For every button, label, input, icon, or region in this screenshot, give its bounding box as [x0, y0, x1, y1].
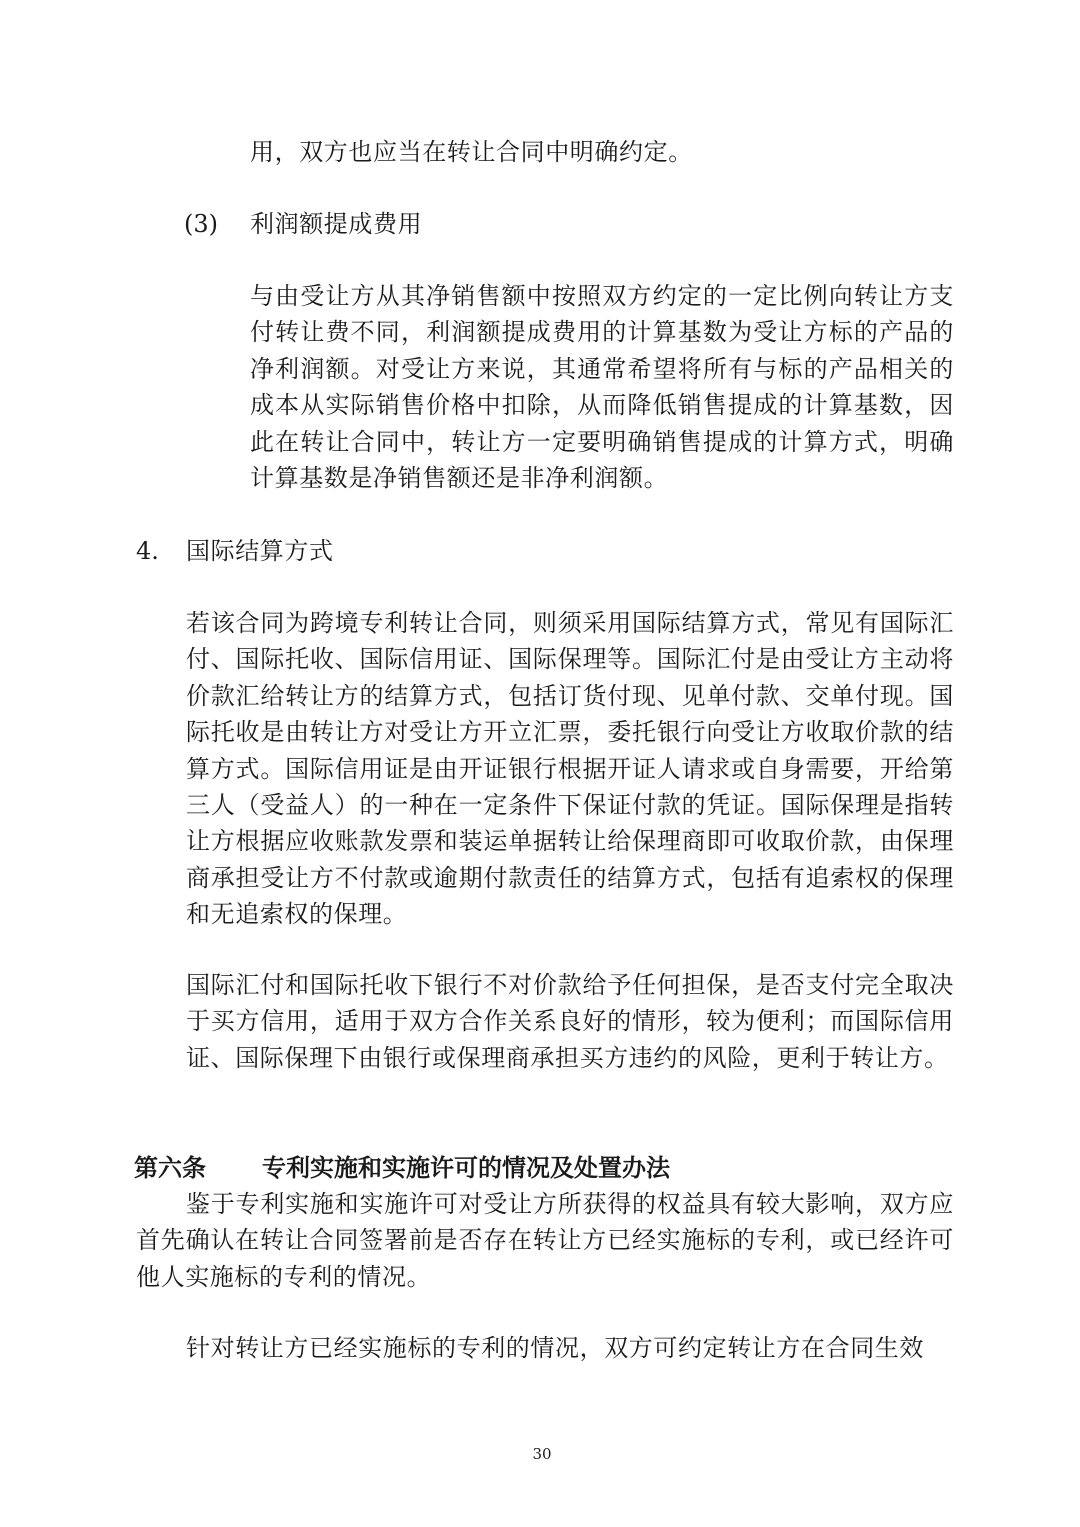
settlement-comparison-paragraph: 国际汇付和国际托收下银行不对价款给予任何担保，是否支付完全取决于买方信用，适用于双方合作关系良好的情形，较为便利；而国际信用证、国际保理下由银行或保理商承担买方违约的风险，更利于转让方。	[186, 971, 954, 1072]
sub-item-title: 利润额提成费用	[250, 210, 423, 238]
section-title: 国际结算方式	[186, 537, 334, 565]
settlement-methods-paragraph: 若该合同为跨境专利转让合同，则须采用国际结算方式，常见有国际汇付、国际托收、国际信用证、国际保理等。国际汇付是由受让方主动将价款汇给转让方的结算方式，包括订货付现、见单付款、交单付现。国际托收是由转让方对受让方开立汇票，委托银行向受让方收取价款的结算方式。国际信用证是由开证银行根据开证人请求或自身需要，开给第三人（受益人）的一种在一定条件下保证付款的凭证。国际保理是指转让方根据应收账款发票和装运单据转让给保理商即可收取价款，由保理商承担受让方不付款或逾期付款责任的结算方式，包括有追索权的保理和无追索权的保理。	[186, 609, 954, 929]
article-followup-paragraph: 针对转让方已经实施标的专利的情况，双方可约定转让方在合同生效	[186, 1334, 924, 1362]
article-label: 第六条	[134, 1154, 206, 1182]
page-number: 30	[532, 1445, 552, 1463]
continued-paragraph: 用，双方也应当在转让合同中明确约定。	[250, 138, 693, 166]
article-title: 专利实施和实施许可的情况及处置办法	[262, 1154, 670, 1182]
section-number: 4.	[136, 537, 159, 565]
article-intro-paragraph: 鉴于专利实施和实施许可对受让方所获得的权益具有较大影响，双方应首先确认在转让合同签署前是否存在转让方已经实施标的专利，或已经许可他人实施标的专利的情况。	[136, 1190, 954, 1291]
sub-item-number: (3)	[184, 210, 218, 238]
profit-royalty-paragraph: 与由受让方从其净销售额中按照双方约定的一定比例向转让方支付转让费不同，利润额提成费用的计算基数为受让方标的产品的净利润额。对受让方来说，其通常希望将所有与标的产品相关的成本从实际销售价格中扣除，从而降低销售提成的计算基数，因此在转让合同中，转让方一定要明确销售提成的计算方式，明确计算基数是净销售额还是非净利润额。	[250, 282, 954, 493]
